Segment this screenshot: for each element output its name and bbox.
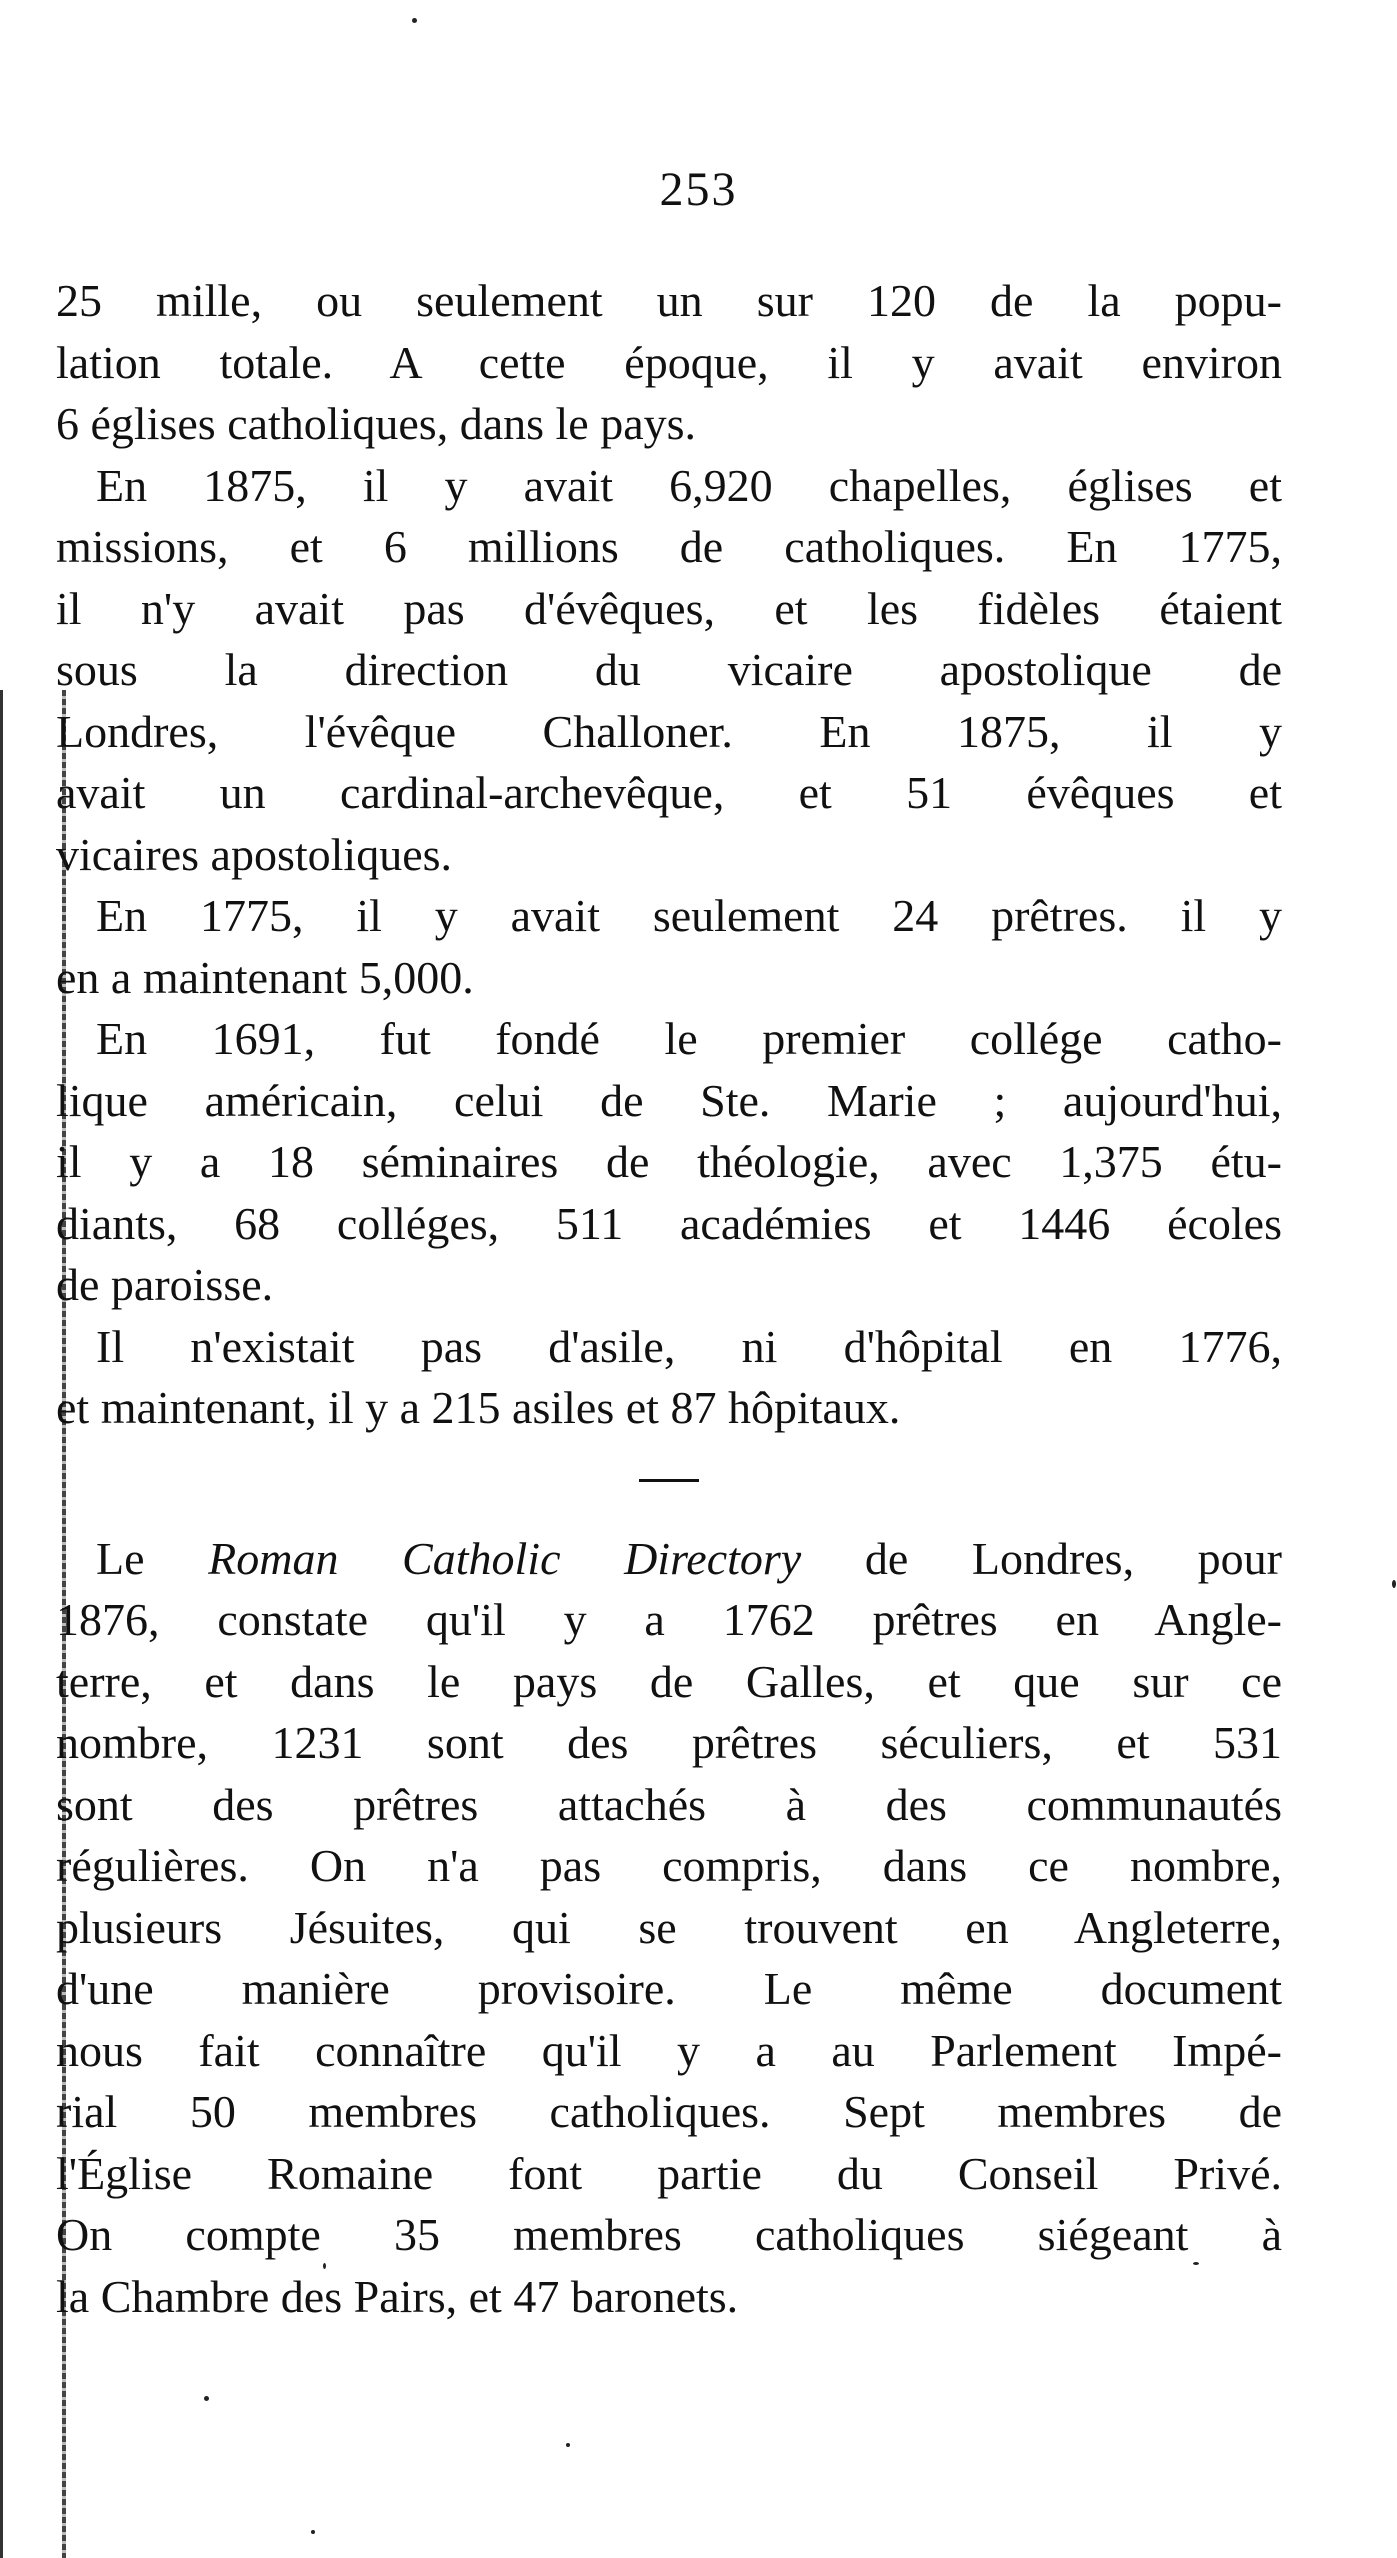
text-line: il y a 18 séminaires de théologie, avec 1,375 étu- — [56, 1136, 1282, 1187]
paragraph-5 — [56, 1316, 1282, 1439]
section-separator — [639, 1479, 699, 1482]
text-line: diants, 68 colléges, 511 académies et 1446 écoles — [56, 1197, 1282, 1249]
text-line-with-title — [56, 1528, 1282, 1590]
text-line: missions, et 6 millions de catholiques. En 1775, — [56, 521, 1282, 572]
text-line: vicaires apostoliques. — [56, 828, 453, 880]
page-binding-edge — [0, 690, 10, 2558]
paragraph-4 — [56, 1008, 1282, 1316]
text-line: la Chambre des Pairs, et 47 baronets. — [56, 2270, 739, 2322]
paragraph-6 — [56, 1528, 1282, 2328]
ink-speck — [566, 2443, 570, 2447]
paragraph-2 — [56, 455, 1282, 886]
text-fragment: Le — [96, 1532, 209, 1584]
text-line: 1876, constate qu'il y a 1762 prêtres en Angle- — [56, 1594, 1282, 1645]
text-line: rial 50 membres catholiques. Sept membres de — [56, 2086, 1282, 2137]
text-line: avait un cardinal-archevêque, et 51 évêques et — [56, 767, 1282, 818]
text-line: On compte 35 membres catholiques siégeant à — [56, 2209, 1282, 2260]
text-line: nombre, 1231 sont des prêtres séculiers, et 531 — [56, 1717, 1282, 1768]
text-line: de paroisse. — [56, 1259, 274, 1310]
ink-speck — [1392, 1580, 1396, 1588]
text-line: lation totale. A cette époque, il y avait environ — [56, 336, 1282, 388]
text-line: il n'y avait pas d'évêques, et les fidèles étaient — [56, 582, 1282, 634]
text-line: En 1875, il y avait 6,920 chapelles, églises et — [96, 459, 1282, 511]
text-line: 6 églises catholiques, dans le pays. — [56, 398, 697, 449]
publication-title: Roman Catholic Directory — [208, 1532, 802, 1584]
page-number: 253 — [659, 163, 738, 216]
body-text — [56, 270, 1282, 2327]
ink-speck — [204, 2396, 209, 2401]
text-line: nous fait connaître qu'il y a au Parlement Impé- — [56, 2024, 1282, 2076]
ink-speck — [311, 2530, 315, 2534]
text-line: Londres, l'évêque Challoner. En 1875, il y — [56, 705, 1282, 757]
ink-speck — [412, 18, 417, 23]
paragraph-3 — [56, 885, 1282, 1008]
text-line: d'une manière provisoire. Le même document — [56, 1963, 1282, 2014]
text-line: l'Église Romaine font partie du Conseil Privé. — [56, 2147, 1282, 2199]
text-line: et maintenant, il y a 215 asiles et 87 hôpitaux. — [56, 1382, 901, 1433]
paragraph-1 — [56, 270, 1282, 455]
text-line: 25 mille, ou seulement un sur 120 de la popu- — [56, 275, 1282, 326]
ink-speck — [1193, 2262, 1199, 2265]
ink-speck — [323, 2263, 326, 2269]
text-line: régulières. On n'a pas compris, dans ce nombre, — [56, 1840, 1282, 1891]
text-line: En 1775, il y avait seulement 24 prêtres. il y — [96, 890, 1282, 941]
text-line: plusieurs Jésuites, qui se trouvent en Angleterre, — [56, 1901, 1282, 1953]
text-fragment: de Londres, pour — [801, 1532, 1282, 1584]
text-line: en a maintenant 5,000. — [56, 951, 474, 1003]
text-line: En 1691, fut fondé le premier collége catho- — [96, 1013, 1282, 1064]
text-line: sous la direction du vicaire apostolique de — [56, 644, 1282, 695]
text-line: lique américain, celui de Ste. Marie ; aujourd'hui, — [56, 1074, 1282, 1126]
text-line: Il n'existait pas d'asile, ni d'hôpital en 1776, — [96, 1320, 1282, 1372]
text-line: terre, et dans le pays de Galles, et que sur ce — [56, 1655, 1282, 1707]
text-line: sont des prêtres attachés à des communautés — [56, 1778, 1282, 1830]
